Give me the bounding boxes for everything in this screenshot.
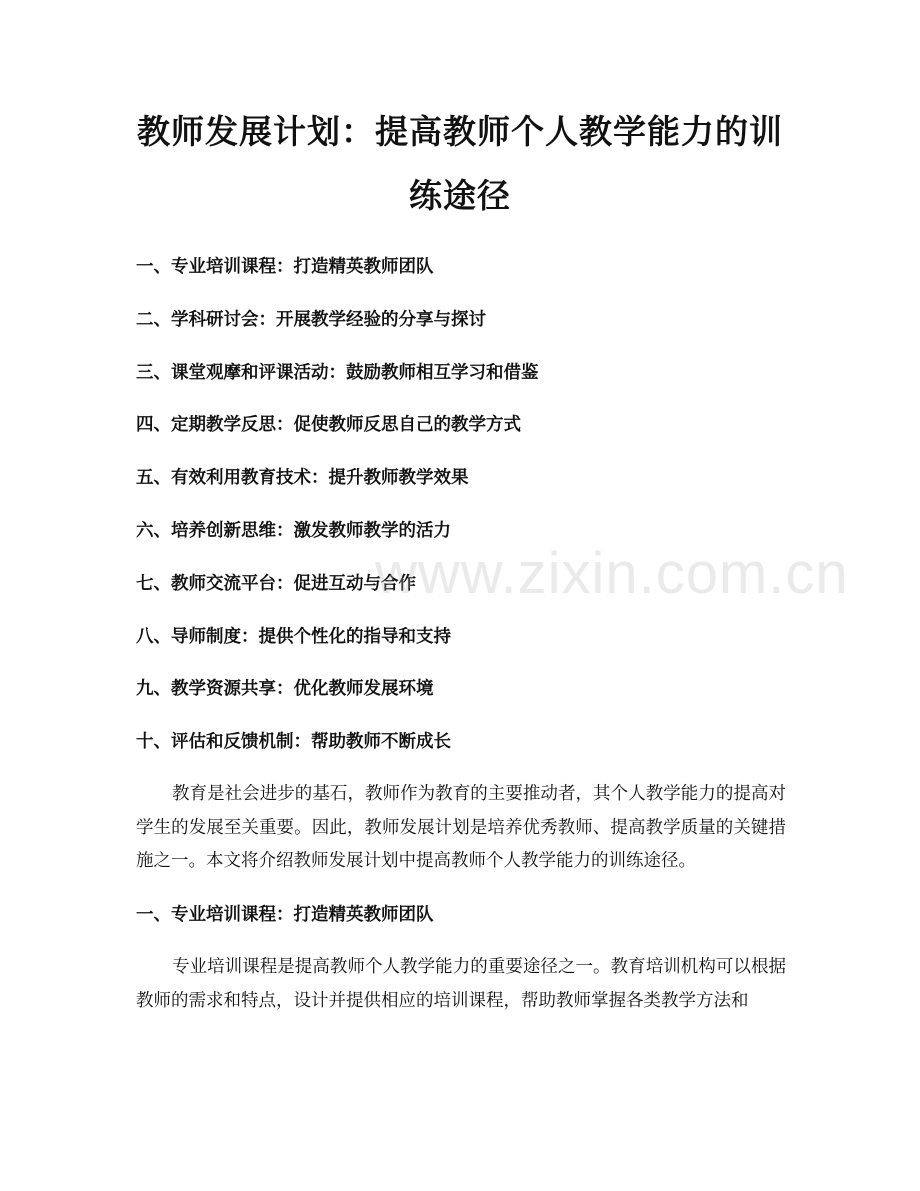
toc-item: 八、导师制度：提供个性化的指导和支持	[136, 626, 451, 647]
toc-item: 四、定期教学反思：促使教师反思自己的教学方式	[136, 415, 521, 436]
intro-paragraph: 教育是社会进步的基石，教师作为教育的主要推动者，其个人教学能力的提高对学生的发展至关重要。因此，教师发展计划是培养优秀教师、提高教学质量的关键措施之一。本文将介绍教师发展计划中提高教师个人教学能力的训练途径。	[136, 784, 786, 871]
toc-item: 二、学科研讨会：开展教学经验的分享与探讨	[136, 309, 486, 330]
toc-item: 六、培养创新思维：激发教师教学的活力	[136, 520, 451, 541]
toc-item: 三、课堂观摩和评课活动：鼓励教师相互学习和借鉴	[136, 362, 539, 383]
table-of-contents	[136, 250, 796, 778]
toc-item: 九、教学资源共享：优化教师发展环境	[136, 679, 434, 700]
toc-item: 七、教师交流平台：促进互动与合作	[136, 573, 416, 594]
toc-item: 五、有效利用教育技术：提升教师教学效果	[136, 468, 469, 489]
document-title: 教师发展计划：提高教师个人教学能力的训练途径	[137, 112, 783, 215]
toc-item: 十、评估和反馈机制：帮助教师不断成长	[136, 732, 451, 753]
toc-item: 一、专业培训课程：打造精英教师团队	[136, 257, 434, 277]
section-body: 专业培训课程是提高教师个人教学能力的重要途径之一。教育培训机构可以根据教师的需求和特点，设计并提供相应的培训课程，帮助教师掌握各类教学方法和	[136, 957, 786, 1011]
section-heading: 一、专业培训课程：打造精英教师团队	[136, 905, 434, 925]
watermark: www.zixin.com.cn	[375, 541, 849, 606]
